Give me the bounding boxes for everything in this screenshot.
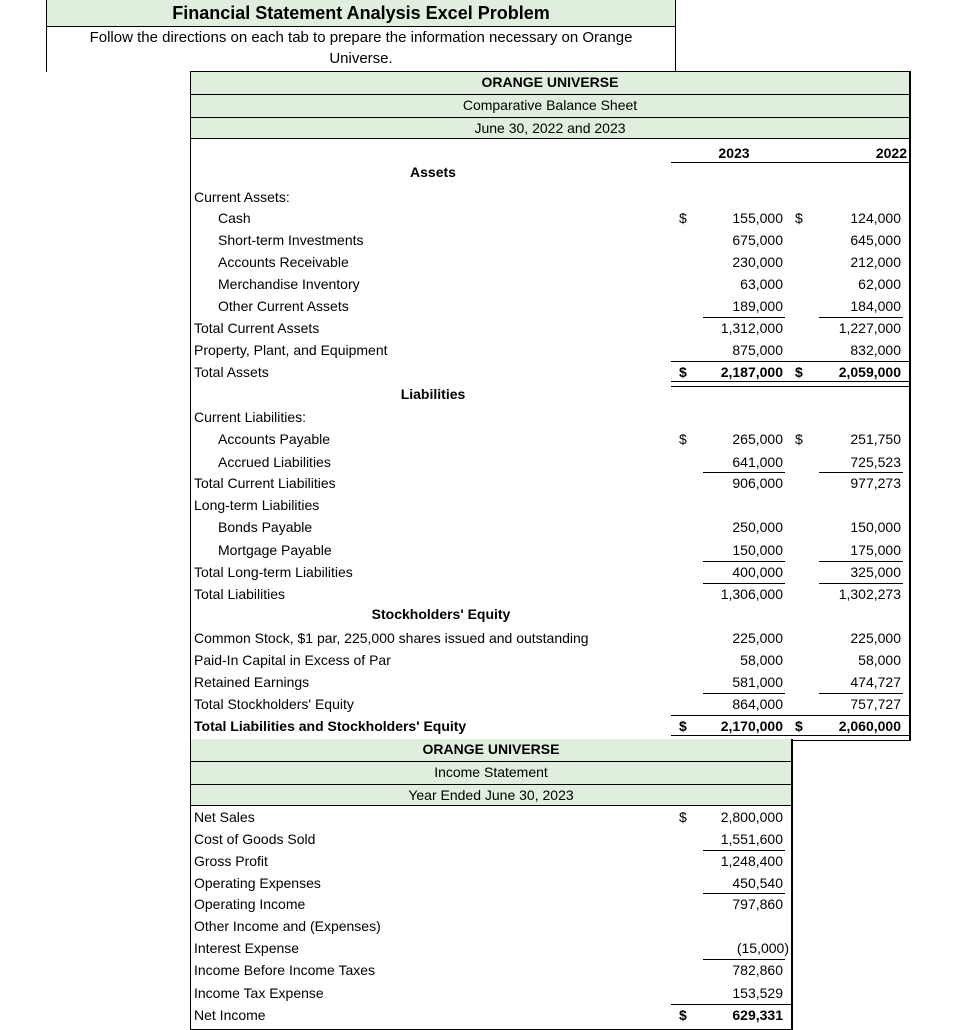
- bs-row-total-current-liabilities: Total Current Liabilities 906,000 977,273: [194, 475, 901, 491]
- bs-row-total-assets: Total Assets $ 2,187,000 $ 2,059,000: [194, 364, 901, 380]
- col-header-2022: 2022: [875, 145, 907, 161]
- bs-row-total-stockholders-equity: Total Stockholders' Equity 864,000 757,727: [194, 696, 901, 712]
- is-row-income-before-taxes: Income Before Income Taxes 782,860: [194, 962, 783, 978]
- liabilities-heading: Liabilities: [400, 386, 466, 402]
- bs-row-total-liabilities-and-equity: Total Liabilities and Stockholders' Equity $ 2,170,000 $ 2,060,000: [194, 718, 901, 734]
- is-row-operating-income: Operating Income 797,860: [194, 896, 783, 912]
- bs-row-retained-earnings: Retained Earnings 581,000 474,727: [194, 674, 901, 690]
- is-company: ORANGE UNIVERSE: [191, 739, 791, 762]
- bs-row-ppe: Property, Plant, and Equipment 875,000 832,000: [194, 342, 901, 358]
- problem-directions: [47, 27, 675, 69]
- bs-row-mortgage-payable: Mortgage Payable 150,000 175,000: [218, 542, 901, 558]
- bs-row-accounts-receivable: Accounts Receivable 230,000 212,000: [218, 254, 901, 270]
- bs-row-paid-in-capital: Paid-In Capital in Excess of Par 58,000 58,000: [194, 652, 901, 668]
- bs-period: June 30, 2022 and 2023: [191, 118, 909, 139]
- bs-row-total-current-assets: Total Current Assets 1,312,000 1,227,000: [194, 320, 901, 336]
- bs-row-total-long-term-liabilities: Total Long-term Liabilities 400,000 325,000: [194, 564, 901, 580]
- is-period: Year Ended June 30, 2023: [191, 785, 791, 806]
- bs-column-headers: [191, 142, 909, 164]
- bs-row-bonds-payable: Bonds Payable 250,000 150,000: [218, 519, 901, 535]
- is-row-operating-expenses: Operating Expenses 450,540: [194, 875, 783, 891]
- directions-line-1: Follow the directions on each tab to prepare the information necessary on Orange: [89, 29, 633, 46]
- is-row-net-income: Net Income $ 629,331: [194, 1007, 783, 1023]
- is-row-gross-profit: Gross Profit 1,248,400: [194, 853, 783, 869]
- col-header-2023: 2023: [718, 145, 750, 161]
- is-row-interest-expense: Interest Expense (15,000): [194, 940, 789, 956]
- income-statement: ORANGE UNIVERSE Income Statement Year Ended June 30, 2023 Net Sales $ 2,800,000 Cost of Goods Sold 1,551,600 Gross Profit 1,248,400 Operating Expenses 450,540 Operating Income 797,860 Other Income and (Expenses) Interest Expense (15,000) Income Before Income Taxes 782,860 Income Tax Expense 153,529 Net Income $ 629,331: [190, 739, 793, 1030]
- equity-heading: Stockholders' Equity: [371, 606, 511, 622]
- problem-header: [46, 0, 676, 72]
- is-row-net-sales: Net Sales $ 2,800,000: [194, 809, 783, 825]
- is-row-cogs: Cost of Goods Sold 1,551,600: [194, 831, 783, 847]
- bs-row-total-liabilities: Total Liabilities 1,306,000 1,302,273: [194, 586, 901, 602]
- bs-company: ORANGE UNIVERSE: [191, 72, 909, 95]
- assets-heading: Assets: [410, 164, 456, 180]
- is-row-income-tax-expense: Income Tax Expense 153,529: [194, 985, 783, 1001]
- bs-row-short-term-investments: Short-term Investments 675,000 645,000: [218, 232, 901, 248]
- balance-sheet: ORANGE UNIVERSE Comparative Balance Sheet June 30, 2022 and 2023 2023 2022 Assets Current Assets: Cash $ 155,000 $ 124,000 Short-term Investments 675,000 645,000 Accounts Receivable 230,000 212,000 Merchandise Inventory 63,000 62,000 Other Current Assets 189,000 184,000 Total Current Assets 1,312,000 1,227,000 Property, Plant, and Equipment 875,000 832,000 Total Assets $ 2,187,000 $ 2,059,000 Liabilities Current Liabilities: Accounts Payable $ 265,000 $ 251,750 Accrued Liabilities 641,000 725,523 Total Current Liabilities 906,000 977,273 Long-term Liabilities Bonds Payable 250,000 150,000 Mortgage Payable 150,000 175,000 Total Long-term Liabilities 400,000 325,000 Total Liabilities 1,306,000 1,302,273 Stockholders' Equity Common Stock, $1 par, 225,000 shares issued and outstanding 225,000 225,000 Paid-In Capital in Excess of Par 58,000 58,000 Retained Earnings 581,000 474,727 Total Stockholders' Equity 864,000 757,727 Total Liabilities and Stockholders' Equity $ 2,170,000 $ 2,060,000: [190, 71, 911, 741]
- bs-row-accounts-payable: Accounts Payable $ 265,000 $ 251,750: [218, 431, 901, 447]
- bs-statement-name: Comparative Balance Sheet: [191, 95, 909, 118]
- directions-line-2: Universe.: [329, 50, 393, 67]
- bs-row-accrued-liabilities: Accrued Liabilities 641,000 725,523: [218, 454, 901, 470]
- bs-row-other-current-assets: Other Current Assets 189,000 184,000: [218, 298, 901, 314]
- problem-title: Financial Statement Analysis Excel Problem: [47, 0, 675, 27]
- bs-row-merchandise-inventory: Merchandise Inventory 63,000 62,000: [218, 276, 901, 292]
- bs-row-cash: Cash $ 155,000 $ 124,000: [218, 210, 901, 226]
- is-statement-name: Income Statement: [191, 762, 791, 785]
- bs-row-common-stock: Common Stock, $1 par, 225,000 shares issued and outstanding 225,000 225,000: [194, 630, 901, 646]
